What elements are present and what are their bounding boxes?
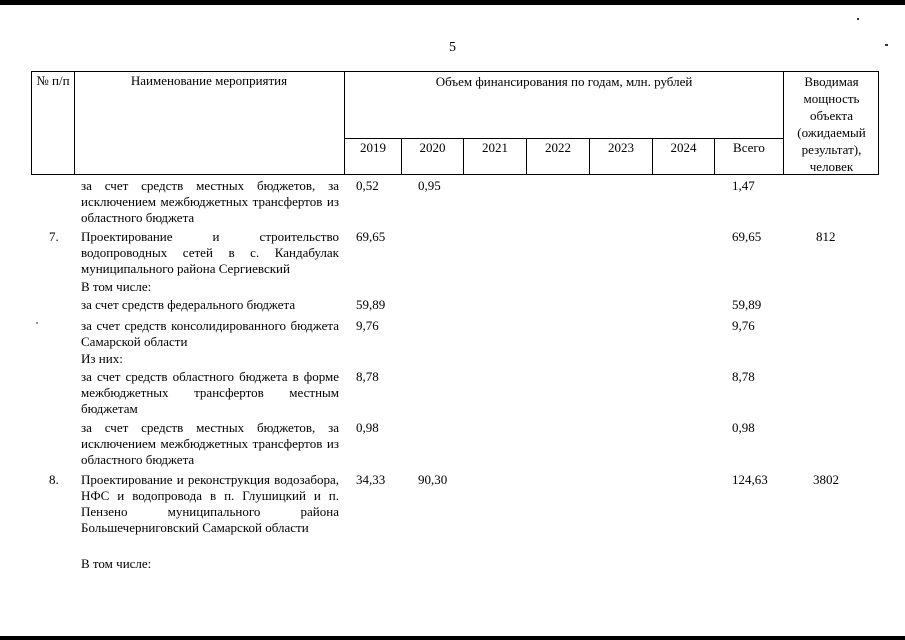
activity-name: за счет средств консолидированного бюджета Самарской области xyxy=(81,318,339,349)
header-funding: Объем финансирования по годам, млн. рублей xyxy=(435,74,693,89)
scan-border-top xyxy=(0,0,905,5)
value-2019: 0,98 xyxy=(356,420,379,435)
scan-border-bottom xyxy=(0,636,905,640)
value-2019: 59,89 xyxy=(356,297,386,312)
value-2020: 0,95 xyxy=(418,178,441,193)
scan-speck xyxy=(857,18,859,20)
header-year-2024: 2024 xyxy=(670,140,697,155)
table-header xyxy=(31,71,879,175)
header-total: Всего xyxy=(733,140,765,155)
activity-name: Проектирование и строительство водопроводных сетей в с. Кандабулак муниципального района Сергиевский xyxy=(81,229,339,276)
value-total: 9,76 xyxy=(732,318,755,333)
activity-subheading: В том числе: xyxy=(81,556,152,571)
activity-name: Проектирование и реконструкция водозабора, НФС и водопровода в п. Глушицкий и п. Пензено муниципального района Большечерниговский Самарской области xyxy=(81,472,339,535)
activity-name: за счет средств федерального бюджета xyxy=(81,297,296,312)
scan-speck xyxy=(36,322,38,324)
activity-name: за счет средств местных бюджетов, за исключением межбюджетных трансфертов из областного бюджета xyxy=(81,420,339,467)
header-year-2019: 2019 xyxy=(360,140,386,155)
header-year-2020: 2020 xyxy=(419,140,446,155)
header-capacity: Вводимая мощность объекта (ожидаемый результат), человек xyxy=(797,74,866,174)
value-2019: 69,65 xyxy=(356,229,386,244)
page-number: 5 xyxy=(449,40,456,55)
row-number: 7. xyxy=(49,229,59,244)
activity-name: за счет средств областного бюджета в форме межбюджетных трансфертов местным бюджетам xyxy=(81,369,339,416)
header-year-2023: 2023 xyxy=(608,140,634,155)
activity-name: за счет средств местных бюджетов, за исключением межбюджетных трансфертов из областного бюджета xyxy=(81,178,339,225)
value-total: 0,98 xyxy=(732,420,755,435)
activity-subheading: Из них: xyxy=(81,351,123,366)
activity-subheading: В том числе: xyxy=(81,279,152,294)
value-2019: 0,52 xyxy=(356,178,379,193)
value-2019: 34,33 xyxy=(356,472,386,487)
value-2019: 9,76 xyxy=(356,318,379,333)
value-total: 69,65 xyxy=(732,229,762,244)
value-2020: 90,30 xyxy=(418,472,448,487)
value-total: 59,89 xyxy=(732,297,762,312)
header-activity-name: Наименование мероприятия xyxy=(130,73,288,88)
value-2019: 8,78 xyxy=(356,369,379,384)
header-year-2022: 2022 xyxy=(545,140,571,155)
value-total: 8,78 xyxy=(732,369,755,384)
capacity-value: 812 xyxy=(816,229,836,244)
row-number: 8. xyxy=(49,472,59,487)
capacity-value: 3802 xyxy=(813,472,839,487)
header-year-2021: 2021 xyxy=(482,140,508,155)
value-total: 1,47 xyxy=(732,178,755,193)
header-number: № п/п xyxy=(36,73,70,88)
value-total: 124,63 xyxy=(732,472,768,487)
